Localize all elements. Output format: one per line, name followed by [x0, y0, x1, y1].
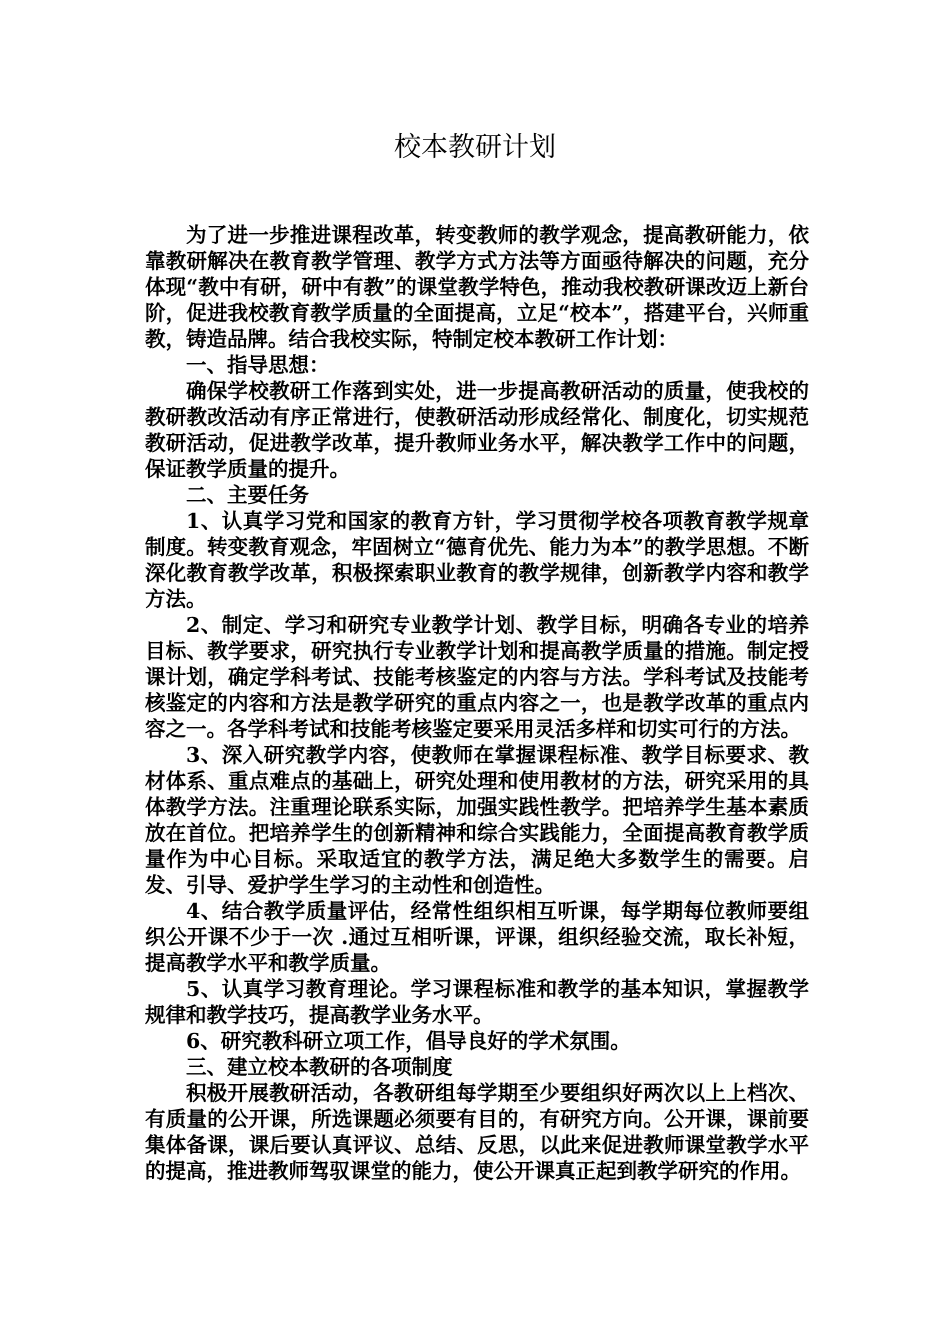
guiding-ideology-paragraph: 确保学校教研工作落到实处，进一步提高教研活动的质量，使我校的教研教改活动有序正常进行，使教研活动形成经常化、制度化，切实规范教研活动，促进教学改革，提升教师业务水平，解决教学工作中的问题，保证教学质量的提升。 [145, 379, 809, 481]
page-title: 校本教研计划 [394, 132, 556, 163]
section-heading-main-tasks: 二、主要任务 [186, 483, 309, 507]
task-item-2: 2、制定、学习和研究专业教学计划、教学目标，明确各专业的培养目标、教学要求，研究执行专业教学计划和提高教学质量的措施。制定授课计划，确定学科考试、技能考核鉴定的内容与方法。学科考试及技能考核鉴定的内容和方法是教学研究的重点内容之一，也是教学改革的重点内容之一。各学科考试和技能考核鉴定要采用灵活多样和切实可行的方法。 [145, 613, 809, 741]
task-item-1: 1、认真学习党和国家的教育方针，学习贯彻学校各项教育教学规章制度。转变教育观念，牢固树立“德育优先、能力为本”的教学思想。不断深化教育教学改革，积极探索职业教育的教学规律，创新教学内容和教学方法。 [145, 509, 809, 611]
section-heading-systems: 三、建立校本教研的各项制度 [186, 1055, 453, 1079]
task-item-6: 6、研究教科研立项工作，倡导良好的学术氛围。 [186, 1029, 631, 1053]
section-heading-guiding-ideology: 一、指导思想： [186, 353, 330, 377]
task-item-5: 5、认真学习教育理论。学习课程标准和教学的基本知识，掌握教学规律和教学技巧，提高教学业务水平。 [145, 977, 809, 1027]
task-item-3: 3、深入研究教学内容，使教师在掌握课程标准、教学目标要求、教材体系、重点难点的基础上，研究处理和使用教材的方法，研究采用的具体教学方法。注重理论联系实际，加强实践性教学。把培养学生基本素质放在首位。把培养学生的创新精神和综合实践能力，全面提高教育教学质量作为中心目标。采取适宜的教学方法，满足绝大多数学生的需要。启发、引导、爱护学生学习的主动性和创造性。 [145, 743, 809, 897]
systems-paragraph: 积极开展教研活动，各教研组每学期至少要组织好两次以上上档次、有质量的公开课，所选课题必须要有目的，有研究方向。公开课，课前要集体备课，课后要认真评议、总结、反思，以此来促进教师课堂教学水平的提高，推进教师驾驭课堂的能力，使公开课真正起到教学研究的作用。 [145, 1081, 809, 1183]
document-body [145, 222, 809, 1184]
intro-paragraph: 为了进一步推进课程改革，转变教师的教学观念，提高教研能力，依靠教研解决在教育教学管理、教学方式方法等方面亟待解决的问题，充分体现“教中有研，研中有教”的课堂教学特色，推动我校教研课改迈上新台阶，促进我校教育教学质量的全面提高，立足“校本”，搭建平台，兴师重教，铸造品牌。结合我校实际，特制定校本教研工作计划： [145, 223, 809, 351]
task-item-4: 4、结合教学质量评估，经常性组织相互听课，每学期每位教师要组织公开课不少于一次 .通过互相听课，评课，组织经验交流，取长补短，提高教学水平和教学质量。 [145, 899, 809, 975]
